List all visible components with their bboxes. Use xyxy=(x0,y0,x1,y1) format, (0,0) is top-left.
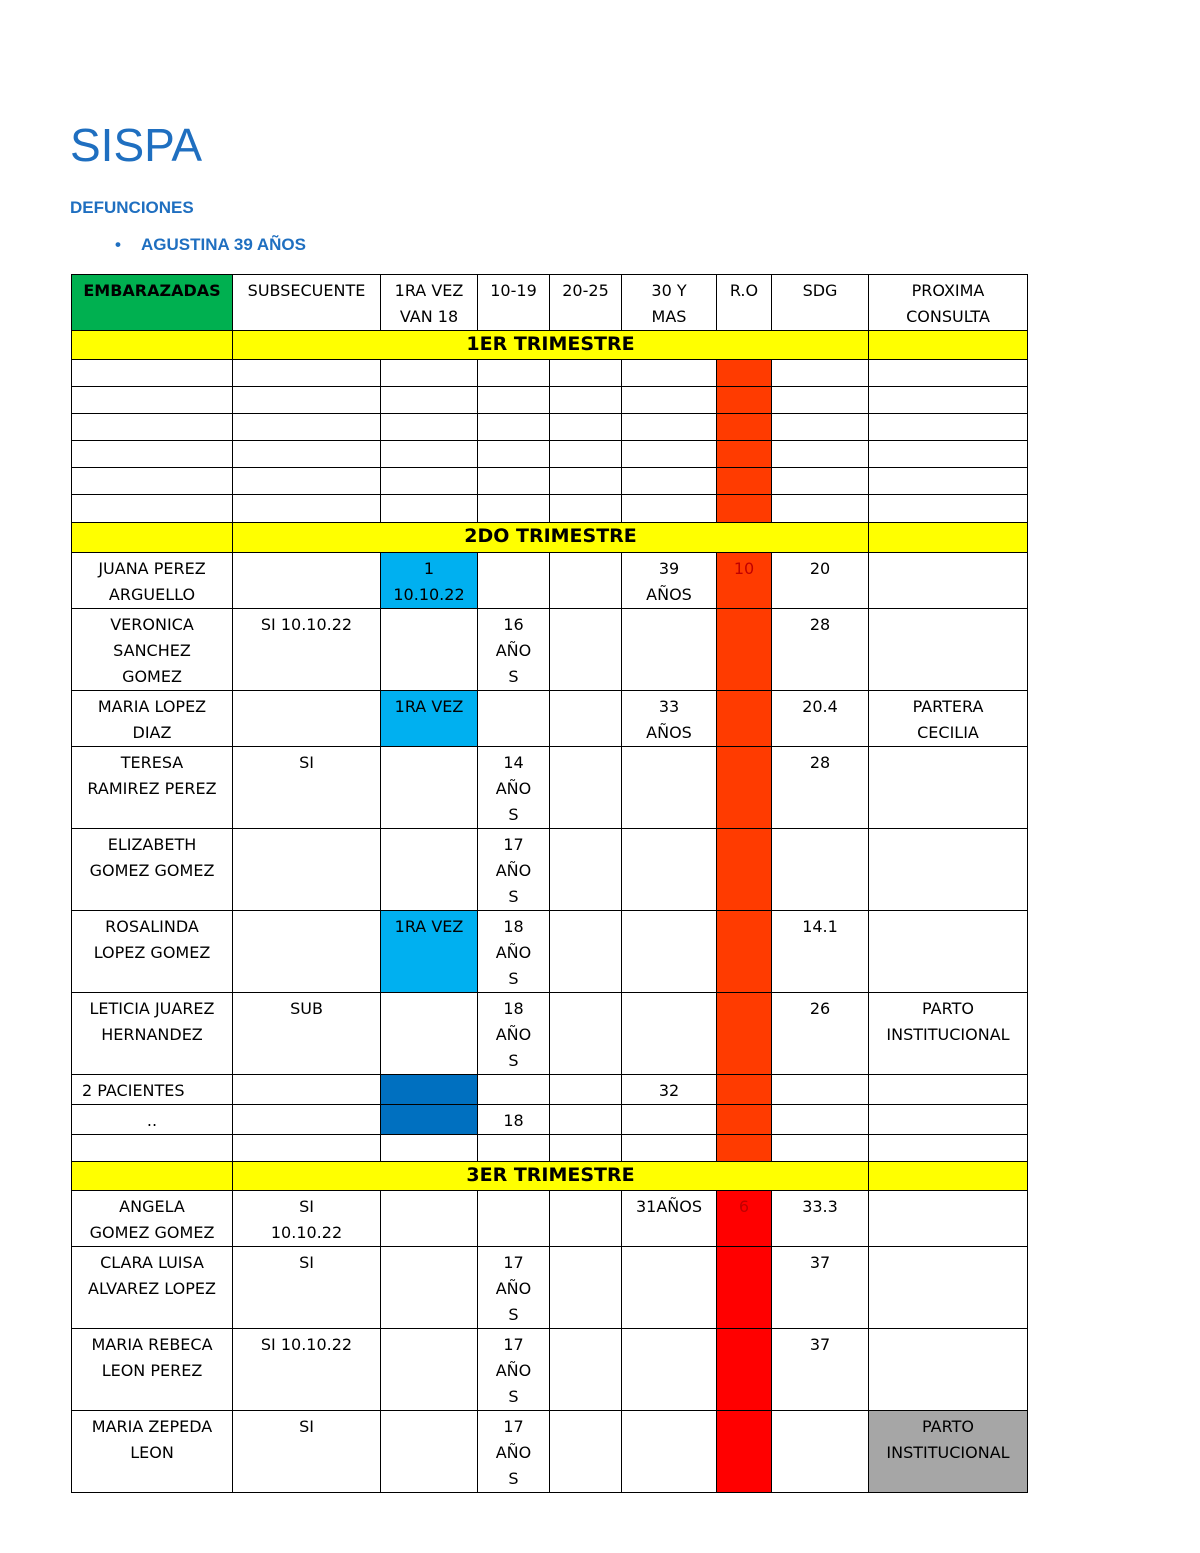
age-10-19-cell: 18 AÑO S xyxy=(478,911,550,993)
primera-vez-cell: 1RA VEZ xyxy=(381,691,478,747)
subsecuente-cell xyxy=(233,553,381,609)
age-30-cell: 33 AÑOS xyxy=(622,691,717,747)
primera-vez-cell: 1 10.10.22 xyxy=(381,553,478,609)
ro-cell xyxy=(717,1247,772,1329)
header-proxima-consulta: PROXIMA CONSULTA xyxy=(869,275,1028,331)
patient-name: TERESA RAMIREZ PEREZ xyxy=(72,747,233,829)
table-row xyxy=(72,468,1028,495)
sdg-cell: 28 xyxy=(772,747,869,829)
age-10-19-cell: 16 AÑO S xyxy=(478,609,550,691)
patient-name: MARIA REBECA LEON PEREZ xyxy=(72,1329,233,1411)
ro-cell xyxy=(717,1105,772,1135)
proxima-cell xyxy=(869,553,1028,609)
sdg-cell: 20.4 xyxy=(772,691,869,747)
age-30-cell: 32 xyxy=(622,1075,717,1105)
table-row xyxy=(72,414,1028,441)
ro-cell xyxy=(717,691,772,747)
table-row xyxy=(72,691,1028,747)
page-title: SISPA xyxy=(70,119,203,171)
sdg-cell: 37 xyxy=(772,1247,869,1329)
proxima-cell: PARTO INSTITUCIONAL xyxy=(869,1411,1028,1493)
sdg-cell: 14.1 xyxy=(772,911,869,993)
subsecuente-cell: SUB xyxy=(233,993,381,1075)
ro-cell xyxy=(717,468,772,495)
ro-cell xyxy=(717,911,772,993)
primera-vez-cell xyxy=(381,1075,478,1105)
patient-name: .. xyxy=(72,1105,233,1135)
section-label-t3: 3ER TRIMESTRE xyxy=(233,1162,869,1191)
section-label-t1: 1ER TRIMESTRE xyxy=(233,331,869,360)
table-row xyxy=(72,747,1028,829)
section-row-t1 xyxy=(72,331,1028,360)
header-subsecuente: SUBSECUENTE xyxy=(233,275,381,331)
section-row-t3 xyxy=(72,1162,1028,1191)
section-row-t2 xyxy=(72,523,1028,553)
ro-cell xyxy=(717,747,772,829)
age-30-cell: 39 AÑOS xyxy=(622,553,717,609)
table-row xyxy=(72,829,1028,911)
sdg-cell: 26 xyxy=(772,993,869,1075)
age-20-25-cell xyxy=(550,553,622,609)
bullet-icon: • xyxy=(115,235,121,254)
ro-cell xyxy=(717,414,772,441)
ro-cell xyxy=(717,441,772,468)
table-row xyxy=(72,609,1028,691)
header-ro: R.O xyxy=(717,275,772,331)
patient-name: CLARA LUISA ALVAREZ LOPEZ xyxy=(72,1247,233,1329)
patient-name: MARIA LOPEZ DIAZ xyxy=(72,691,233,747)
table-row xyxy=(72,1105,1028,1135)
header-sdg: SDG xyxy=(772,275,869,331)
table-row xyxy=(72,553,1028,609)
section-spacer xyxy=(72,523,233,553)
sdg-cell: 28 xyxy=(772,609,869,691)
section-spacer xyxy=(869,331,1028,360)
sdg-cell: 20 xyxy=(772,553,869,609)
section-spacer xyxy=(869,1162,1028,1191)
bullet-list-item xyxy=(115,235,306,255)
table-row xyxy=(72,993,1028,1075)
ro-cell xyxy=(717,495,772,523)
header-10-19: 10-19 xyxy=(478,275,550,331)
table-row xyxy=(72,387,1028,414)
bullet-text: AGUSTINA 39 AÑOS xyxy=(141,235,306,254)
table-row xyxy=(72,1247,1028,1329)
ro-cell xyxy=(717,609,772,691)
table-row xyxy=(72,441,1028,468)
patient-name: JUANA PEREZ ARGUELLO xyxy=(72,553,233,609)
primera-vez-cell: 1RA VEZ xyxy=(381,911,478,993)
header-20-25: 20-25 xyxy=(550,275,622,331)
age-10-19-cell xyxy=(478,553,550,609)
patient-name: LETICIA JUAREZ HERNANDEZ xyxy=(72,993,233,1075)
ro-cell xyxy=(717,829,772,911)
subsecuente-cell: SI xyxy=(233,1247,381,1329)
ro-cell: 10 xyxy=(717,553,772,609)
ro-cell xyxy=(717,993,772,1075)
age-10-19-cell: 17 AÑO S xyxy=(478,1329,550,1411)
table-row xyxy=(72,1191,1028,1247)
age-10-19-cell: 17 AÑO S xyxy=(478,1411,550,1493)
section-spacer xyxy=(72,331,233,360)
subsecuente-cell: SI xyxy=(233,1411,381,1493)
table-row xyxy=(72,1411,1028,1493)
section-label-t2: 2DO TRIMESTRE xyxy=(233,523,869,553)
primera-vez-cell xyxy=(381,1105,478,1135)
patient-name: ANGELA GOMEZ GOMEZ xyxy=(72,1191,233,1247)
subsecuente-cell: SI 10.10.22 xyxy=(233,1329,381,1411)
table-row xyxy=(72,1135,1028,1162)
patient-name: VERONICA SANCHEZ GOMEZ xyxy=(72,609,233,691)
table-row xyxy=(72,1075,1028,1105)
patient-name: MARIA ZEPEDA LEON xyxy=(72,1411,233,1493)
section-spacer xyxy=(72,1162,233,1191)
ro-cell xyxy=(717,1135,772,1162)
age-10-19-cell: 14 AÑO S xyxy=(478,747,550,829)
subsecuente-cell: SI 10.10.22 xyxy=(233,609,381,691)
proxima-cell: PARTO INSTITUCIONAL xyxy=(869,993,1028,1075)
patient-name: 2 PACIENTES xyxy=(72,1075,233,1105)
table-row xyxy=(72,911,1028,993)
ro-cell xyxy=(717,1411,772,1493)
ro-cell xyxy=(717,1075,772,1105)
sdg-cell: 33.3 xyxy=(772,1191,869,1247)
age-10-19-cell: 17 AÑO S xyxy=(478,1247,550,1329)
primera-vez-cell xyxy=(381,609,478,691)
subsecuente-cell: SI 10.10.22 xyxy=(233,1191,381,1247)
age-30-cell: 31AÑOS xyxy=(622,1191,717,1247)
ro-cell xyxy=(717,1329,772,1411)
ro-cell: 6 xyxy=(717,1191,772,1247)
sdg-cell: 37 xyxy=(772,1329,869,1411)
pregnancy-table xyxy=(71,274,1028,1493)
header-row xyxy=(72,275,1028,331)
proxima-cell: PARTERA CECILIA xyxy=(869,691,1028,747)
age-10-19-cell: 18 xyxy=(478,1105,550,1135)
header-30-mas: 30 Y MAS xyxy=(622,275,717,331)
age-10-19-cell: 18 AÑO S xyxy=(478,993,550,1075)
table-row xyxy=(72,495,1028,523)
table-row xyxy=(72,360,1028,387)
section-spacer xyxy=(869,523,1028,553)
age-10-19-cell: 17 AÑO S xyxy=(478,829,550,911)
header-primera-vez: 1RA VEZ VAN 18 xyxy=(381,275,478,331)
subsecuente-cell: SI xyxy=(233,747,381,829)
table-row xyxy=(72,1329,1028,1411)
patient-name: ROSALINDA LOPEZ GOMEZ xyxy=(72,911,233,993)
ro-cell xyxy=(717,360,772,387)
patient-name: ELIZABETH GOMEZ GOMEZ xyxy=(72,829,233,911)
header-embarazadas: EMBARAZADAS xyxy=(72,275,233,331)
ro-cell xyxy=(717,387,772,414)
section-subtitle: DEFUNCIONES xyxy=(70,198,194,217)
